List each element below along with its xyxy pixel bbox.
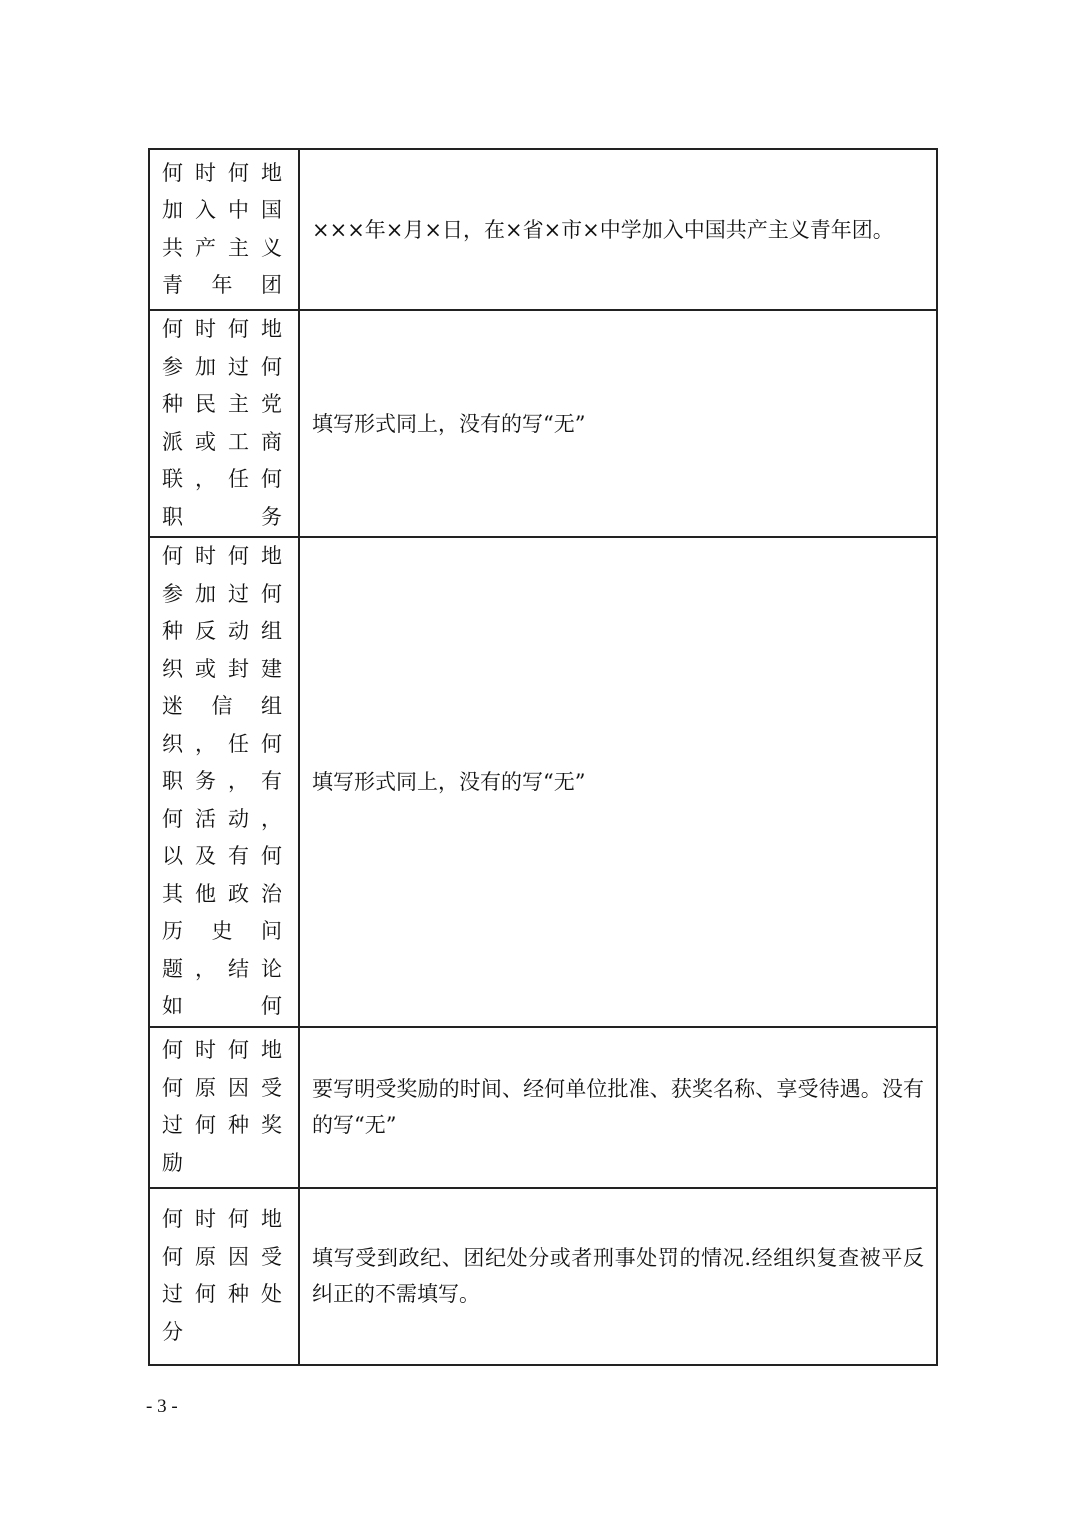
page-number: - 3 - [146,1396,178,1417]
field-value-awards: 要写明受奖励的时间、经何单位批准、获奖名称、享受待遇。没有的写“无” [299,1027,937,1188]
field-label-awards: 何时何地何原因受过何种奖励 [149,1027,299,1188]
field-value-democratic-party: 填写形式同上，没有的写“无” [299,310,937,537]
field-value-punishments: 填写受到政纪、团纪处分或者刑事处罚的情况.经组织复查被平反纠正的不需填写。 [299,1188,937,1365]
field-label-youth-league: 何时何地加入中国共产主义青年团 [149,149,299,310]
table-row [149,1027,937,1188]
field-value-youth-league: ×××年×月×日，在×省×市×中学加入中国共产主义青年团。 [299,149,937,310]
table-row [149,537,937,1027]
table-row [149,149,937,310]
table-row [149,310,937,537]
table-row [149,1188,937,1365]
political-history-form-table [148,148,938,1366]
field-value-political-history: 填写形式同上，没有的写“无” [299,537,937,1027]
field-label-democratic-party: 何时何地参加过何种民主党派或工商联，任何职务 [149,310,299,537]
field-label-punishments: 何时何地何原因受过何种处分 [149,1188,299,1365]
field-label-political-history: 何时何地参加过何种反动组织或封建迷信组织，任何职务，有何活动，以及有何其他政治历史问题，结论如何 [149,537,299,1027]
